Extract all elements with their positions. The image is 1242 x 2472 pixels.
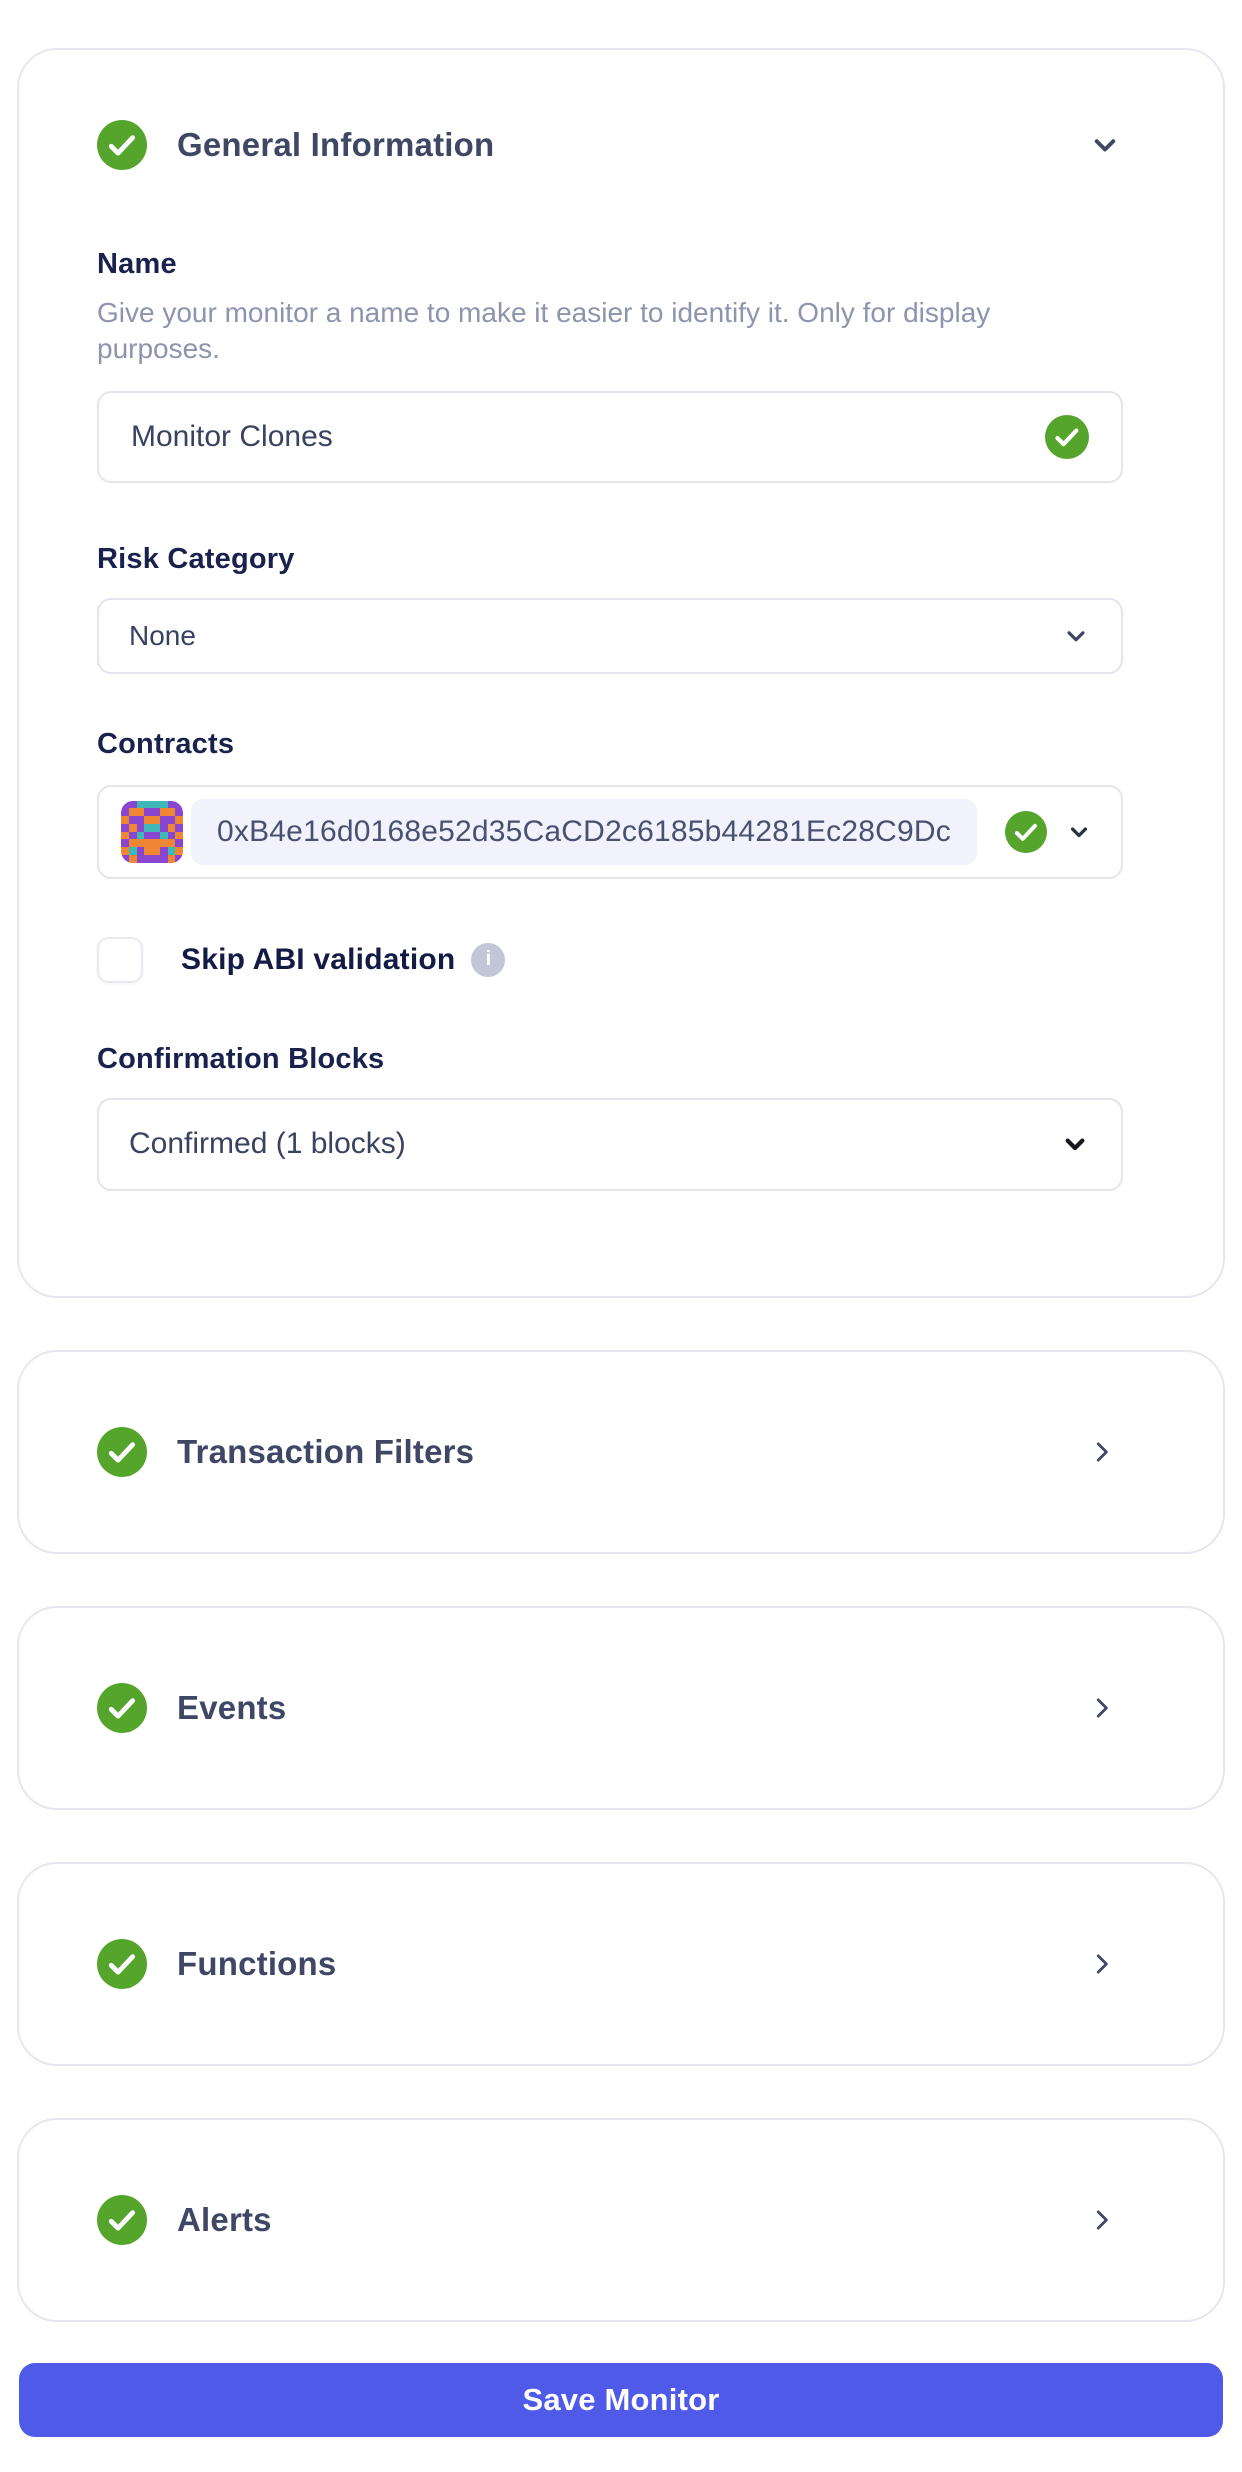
confirmation-blocks-label: Confirmation Blocks xyxy=(97,1042,385,1075)
risk-category-value: None xyxy=(129,619,196,651)
risk-category-group xyxy=(97,543,1123,674)
name-input[interactable] xyxy=(97,391,1123,483)
general-information-card xyxy=(17,48,1225,1298)
check-circle-icon xyxy=(97,1939,147,1989)
contracts-group xyxy=(97,728,1123,879)
name-label: Name xyxy=(97,248,177,280)
check-circle-icon xyxy=(97,2195,147,2245)
chevron-right-icon xyxy=(1087,1693,1117,1723)
section-title: Functions xyxy=(177,1945,337,1982)
contract-address-chip[interactable]: 0xB4e16d0168e52d35CaCD2c6185b44281Ec28C9Dc xyxy=(191,799,977,865)
contracts-select[interactable] xyxy=(97,785,1123,879)
name-description: Give your monitor a name to make it easier to identify it. Only for display purposes. xyxy=(97,297,991,364)
confirmation-blocks-select[interactable] xyxy=(97,1098,1123,1191)
chevron-down-icon xyxy=(1061,621,1091,651)
name-field-group xyxy=(97,248,1123,483)
skip-abi-label: Skip ABI validation xyxy=(181,942,456,976)
contract-identicon xyxy=(121,801,183,863)
general-information-header[interactable] xyxy=(97,120,1123,170)
skip-abi-row xyxy=(97,937,1123,983)
chevron-down-icon xyxy=(1059,1128,1091,1160)
chevron-down-icon[interactable] xyxy=(1087,127,1123,163)
contracts-label: Contracts xyxy=(97,727,235,760)
info-icon[interactable]: i xyxy=(471,943,505,977)
risk-category-select[interactable] xyxy=(97,598,1123,674)
confirmation-blocks-group xyxy=(97,1043,1123,1191)
chevron-right-icon xyxy=(1087,2205,1117,2235)
save-monitor-button[interactable]: Save Monitor xyxy=(19,2363,1223,2437)
chevron-down-icon[interactable] xyxy=(1065,818,1093,846)
section-card-alerts[interactable] xyxy=(17,2118,1225,2322)
chevron-right-icon xyxy=(1087,1437,1117,1467)
valid-check-icon xyxy=(1005,811,1047,853)
section-card-functions[interactable] xyxy=(17,1862,1225,2066)
chevron-right-icon xyxy=(1087,1949,1117,1979)
section-title: Transaction Filters xyxy=(177,1433,475,1470)
section-card-events[interactable] xyxy=(17,1606,1225,1810)
check-circle-icon xyxy=(97,1427,147,1477)
risk-category-label: Risk Category xyxy=(97,542,295,575)
check-circle-icon xyxy=(97,1683,147,1733)
section-title: Events xyxy=(177,1689,287,1726)
name-input-value: Monitor Clones xyxy=(131,419,333,453)
check-circle-icon xyxy=(97,120,147,170)
skip-abi-checkbox[interactable] xyxy=(97,937,143,983)
section-title: Alerts xyxy=(177,2201,272,2238)
valid-check-icon xyxy=(1045,415,1089,459)
section-title: General Information xyxy=(177,126,495,163)
confirmation-blocks-value: Confirmed (1 blocks) xyxy=(129,1127,406,1161)
contracts-right-controls xyxy=(1005,811,1093,853)
section-card-transaction-filters[interactable] xyxy=(17,1350,1225,1554)
